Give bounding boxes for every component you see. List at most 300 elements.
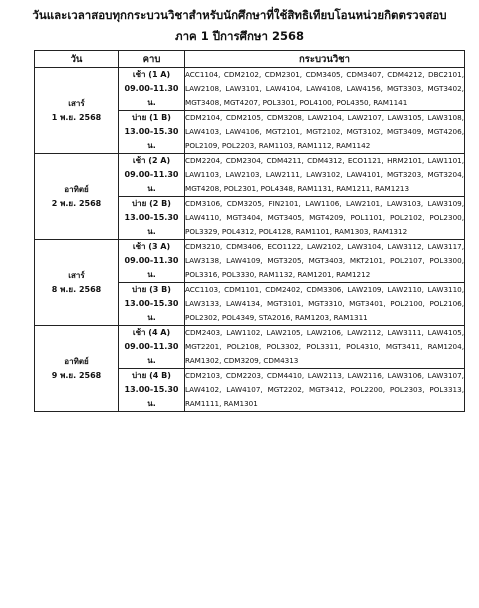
course-separator: , [421, 127, 428, 136]
course-separator: , [341, 113, 348, 122]
course-code: RAM1303 [334, 227, 369, 236]
course-code: POL2109 [185, 141, 218, 150]
course-separator: , [339, 199, 346, 208]
course-code: LAW4134 [225, 299, 261, 308]
course-separator: , [301, 385, 309, 394]
course-separator: , [220, 156, 226, 165]
course-code: CDM3209 [223, 356, 259, 365]
course-separator: , [378, 342, 386, 351]
course-code: LAW3107 [427, 371, 462, 380]
course-separator: , [421, 170, 428, 179]
course-separator: , [260, 371, 267, 380]
course-code: MGT4208 [185, 184, 220, 193]
course-separator: , [331, 141, 337, 150]
course-code: LAW2104 [307, 113, 342, 122]
course-separator: , [421, 113, 428, 122]
table-row [35, 240, 465, 283]
course-code: RAM1301 [223, 399, 258, 408]
course-separator: , [341, 242, 348, 251]
course-code: LAW3106 [387, 371, 422, 380]
period-time: 13.00-15.30 น. [124, 299, 179, 322]
course-code: RAM1204 [427, 342, 462, 351]
course-code: MGT3404 [226, 213, 261, 222]
course-separator: , [461, 256, 464, 265]
header-day: วัน [35, 51, 119, 68]
course-separator: , [219, 213, 227, 222]
course-code: LAW2107 [347, 113, 382, 122]
course-separator: , [220, 199, 227, 208]
course-code: POL2300 [429, 213, 462, 222]
period-time: 09.00-11.30 น. [124, 84, 179, 107]
course-separator: , [217, 227, 222, 236]
period-cell [119, 197, 185, 240]
course-code: RAM1131 [297, 184, 332, 193]
course-code: POL1101 [350, 213, 383, 222]
course-code: CDM1101 [224, 285, 260, 294]
course-separator: , [292, 270, 298, 279]
course-code: MGT3101 [266, 299, 302, 308]
course-code: RAM1302 [185, 356, 220, 365]
course-code: LAW4105 [427, 328, 462, 337]
course-code: LAW2103 [225, 170, 260, 179]
course-separator: , [461, 299, 465, 308]
period-label: เช้า (4 A) [132, 328, 171, 337]
course-separator: , [219, 342, 227, 351]
course-code: CDM2203 [225, 371, 261, 380]
course-code: DBC2101 [428, 70, 462, 79]
course-separator: , [383, 299, 391, 308]
course-code: LAW4106 [225, 127, 260, 136]
course-code: CDM2304 [225, 156, 261, 165]
courses-cell [185, 240, 465, 283]
course-code: MGT3405 [267, 213, 302, 222]
course-code: CDM2103 [185, 371, 221, 380]
course-separator: , [292, 184, 298, 193]
course-separator: , [421, 328, 428, 337]
course-code: RAM1311 [333, 313, 368, 322]
course-code: LAW2101 [346, 199, 381, 208]
course-code: CDM3406 [226, 242, 262, 251]
course-separator: , [420, 342, 428, 351]
course-separator: , [343, 385, 351, 394]
course-separator: , [422, 70, 429, 79]
period-cell [119, 283, 185, 326]
course-separator: , [340, 127, 347, 136]
course-separator: , [258, 70, 265, 79]
course-code: HRM2101 [387, 156, 422, 165]
course-separator: , [220, 328, 227, 337]
course-separator: , [381, 70, 388, 79]
course-separator: , [219, 299, 226, 308]
course-separator: , [381, 371, 388, 380]
table-header-row [35, 51, 465, 68]
course-separator: , [219, 256, 227, 265]
course-code: LAW2112 [347, 328, 382, 337]
course-separator: , [294, 98, 300, 107]
period-label: บ่าย (3 B) [132, 285, 171, 294]
course-separator: , [461, 342, 465, 351]
course-code: POL2100 [390, 299, 423, 308]
course-separator: , [259, 84, 266, 93]
course-separator: , [338, 342, 347, 351]
course-code: FIN2101 [268, 199, 299, 208]
course-list [185, 111, 464, 153]
courses-cell [185, 326, 465, 369]
course-code: RAM1203 [294, 313, 330, 322]
period-label: เช้า (1 A) [132, 70, 171, 79]
course-code: CDM4410 [266, 371, 302, 380]
course-separator: , [217, 141, 222, 150]
course-separator: , [299, 170, 307, 179]
course-code: POL4348 [260, 184, 293, 193]
course-separator: , [461, 371, 464, 380]
course-code: CDM4211 [266, 156, 302, 165]
course-separator: , [301, 256, 309, 265]
course-code: POL4350 [336, 98, 369, 107]
course-code: CDM2301 [264, 70, 300, 79]
course-code: LAW3101 [225, 84, 260, 93]
course-separator: , [461, 199, 465, 208]
course-list [185, 240, 464, 282]
course-list [185, 154, 464, 196]
course-code: LAW1102 [226, 328, 261, 337]
course-separator: , [291, 227, 296, 236]
course-separator: , [219, 399, 224, 408]
course-separator: , [260, 213, 268, 222]
course-separator: , [381, 285, 388, 294]
course-code: LAW4109 [226, 256, 261, 265]
course-code: LAW2108 [185, 84, 220, 93]
courses-cell [185, 154, 465, 197]
course-separator: , [329, 227, 335, 236]
course-code: LAW1103 [185, 170, 220, 179]
course-separator: , [422, 385, 430, 394]
course-separator: , [381, 156, 388, 165]
course-code: CDM2402 [265, 285, 301, 294]
course-separator: , [300, 285, 307, 294]
course-code: LAW2110 [387, 285, 422, 294]
course-code: MGT3102 [346, 127, 381, 136]
course-code: LAW4103 [185, 127, 220, 136]
course-separator: , [331, 98, 337, 107]
course-separator: , [422, 213, 430, 222]
course-separator: , [260, 328, 267, 337]
course-code: MKT2101 [349, 256, 383, 265]
day-cell [35, 154, 119, 240]
course-separator: , [461, 170, 464, 179]
course-separator: , [342, 256, 350, 265]
course-code: MGT2102 [306, 127, 341, 136]
period-label: บ่าย (1 B) [132, 113, 171, 122]
course-separator: , [461, 213, 465, 222]
course-code: CDM2403 [185, 328, 221, 337]
course-separator: , [218, 70, 224, 79]
courses-cell [185, 283, 465, 326]
header-courses: กระบวนวิชา [185, 51, 465, 68]
courses-cell [185, 111, 465, 154]
course-separator: , [461, 70, 464, 79]
course-separator: , [298, 342, 307, 351]
course-separator: , [421, 156, 428, 165]
period-label: บ่าย (4 B) [132, 371, 171, 380]
course-separator: , [299, 84, 307, 93]
course-separator: , [218, 285, 225, 294]
courses-cell [185, 369, 465, 412]
course-code: LAW4107 [226, 385, 261, 394]
course-separator: , [259, 127, 266, 136]
course-code: MGT3411 [385, 342, 421, 351]
course-code: POL3302 [266, 342, 299, 351]
course-code: LAW3112 [387, 242, 422, 251]
course-code: LAW4104 [265, 84, 300, 93]
course-separator: , [301, 113, 308, 122]
table-row [35, 326, 465, 369]
course-code: LAW3105 [387, 113, 422, 122]
course-code: RAM1201 [297, 270, 332, 279]
course-code: CDM4212 [387, 70, 423, 79]
course-separator: , [421, 242, 428, 251]
course-separator: , [380, 170, 387, 179]
course-code: ACC1104 [185, 70, 219, 79]
courses-cell [185, 197, 465, 240]
course-code: LAW3111 [387, 328, 422, 337]
course-code: LAW2111 [265, 170, 300, 179]
course-separator: , [422, 299, 430, 308]
course-separator: , [257, 98, 263, 107]
course-code: LAW4102 [185, 385, 220, 394]
course-code: CDM3407 [346, 70, 382, 79]
course-code: RAM1211 [336, 184, 371, 193]
course-code: MGT2201 [185, 342, 220, 351]
course-list [185, 283, 464, 325]
period-label: เช้า (2 A) [132, 156, 171, 165]
course-separator: , [461, 156, 465, 165]
course-separator: , [299, 127, 307, 136]
course-separator: , [331, 270, 337, 279]
course-separator: , [343, 213, 351, 222]
course-separator: , [219, 184, 224, 193]
course-separator: , [254, 270, 259, 279]
course-separator: , [368, 227, 374, 236]
course-code: LAW2102 [306, 242, 342, 251]
course-separator: , [380, 199, 387, 208]
course-separator: , [342, 156, 348, 165]
period-cell [119, 154, 185, 197]
course-separator: , [368, 98, 374, 107]
course-code: RAM1112 [297, 141, 332, 150]
course-code: MGT3204 [427, 170, 462, 179]
document-title: วันและเวลาสอบทุกกระบวนวิชาสำหรับนักศึกษาที่ใช้สิทธิเทียบโอนหน่วยกิตตรวจสอบ [32, 8, 447, 22]
day-name: อาทิตย์ [64, 184, 89, 194]
course-code: MGT4207 [223, 98, 258, 107]
course-separator: , [217, 313, 222, 322]
course-separator: , [329, 313, 334, 322]
course-code: CDM3106 [185, 199, 221, 208]
course-separator: , [261, 242, 268, 251]
course-separator: , [260, 113, 267, 122]
course-separator: , [461, 113, 464, 122]
course-code: POL2303 [389, 385, 423, 394]
course-separator: , [421, 371, 428, 380]
course-code: ACC1103 [185, 285, 219, 294]
course-code: RAM1141 [373, 98, 408, 107]
course-separator: , [261, 199, 269, 208]
course-separator: , [370, 184, 375, 193]
course-separator: , [461, 127, 464, 136]
course-code: MGT3203 [386, 170, 422, 179]
course-separator: , [259, 285, 266, 294]
course-code: MGT3310 [308, 299, 343, 308]
course-code: MGT3412 [309, 385, 344, 394]
course-separator: , [420, 199, 428, 208]
course-separator: , [380, 127, 388, 136]
course-code: POL4310 [346, 342, 379, 351]
period-cell [119, 111, 185, 154]
course-separator: , [256, 184, 261, 193]
course-separator: , [421, 84, 428, 93]
course-code: LAW2113 [307, 371, 342, 380]
course-separator: , [340, 170, 347, 179]
course-code: RAM1103 [258, 141, 293, 150]
period-cell [119, 326, 185, 369]
course-separator: , [260, 385, 268, 394]
course-separator: , [422, 256, 430, 265]
course-code: STA2016 [258, 313, 291, 322]
period-cell [119, 68, 185, 111]
course-separator: , [260, 256, 268, 265]
period-cell [119, 369, 185, 412]
course-code: ECO1121 [347, 156, 382, 165]
course-code: LAW2106 [306, 328, 341, 337]
course-separator: , [421, 285, 428, 294]
course-code: POL3316 [185, 270, 218, 279]
course-separator: , [461, 285, 465, 294]
course-code: LAW2109 [347, 285, 382, 294]
course-code: CDM3205 [226, 199, 262, 208]
course-separator: , [342, 299, 350, 308]
course-separator: , [217, 270, 222, 279]
period-label: บ่าย (2 B) [132, 199, 171, 208]
course-code: POL3313 [429, 385, 462, 394]
exam-schedule-table [34, 50, 465, 412]
period-time: 09.00-11.30 น. [124, 170, 179, 193]
period-cell [119, 240, 185, 283]
course-code: CDM3208 [266, 113, 302, 122]
course-separator: , [340, 70, 347, 79]
day-cell [35, 68, 119, 154]
day-name: เสาร์ [68, 270, 85, 280]
course-separator: , [219, 356, 224, 365]
course-separator: , [301, 156, 308, 165]
course-code: LAW3103 [386, 199, 421, 208]
course-separator: , [301, 299, 309, 308]
course-separator: , [461, 242, 465, 251]
course-list [185, 369, 464, 411]
course-code: LAW3108 [427, 113, 462, 122]
course-code: POL2200 [350, 385, 383, 394]
course-separator: , [341, 285, 348, 294]
day-date: 2 พ.ย. 2568 [51, 198, 102, 208]
course-separator: , [220, 242, 227, 251]
course-separator: , [258, 356, 264, 365]
course-separator: , [461, 328, 465, 337]
course-separator: , [300, 242, 307, 251]
course-code: LAW3138 [185, 256, 220, 265]
course-separator: , [461, 385, 464, 394]
course-separator: , [292, 141, 298, 150]
day-cell [35, 326, 119, 412]
course-separator: , [340, 328, 348, 337]
course-code: POL2203 [221, 141, 255, 150]
course-code: CDM3405 [305, 70, 341, 79]
course-code: CDM2102 [223, 70, 259, 79]
course-code: CDM3306 [306, 285, 342, 294]
day-date: 9 พ.ย. 2568 [51, 370, 102, 380]
day-date: 8 พ.ย. 2568 [51, 284, 102, 294]
course-separator: , [380, 84, 387, 93]
course-code: RAM1142 [336, 141, 371, 150]
course-code: CDM3210 [185, 242, 221, 251]
day-name: อาทิตย์ [64, 356, 89, 366]
course-code: LAW2116 [347, 371, 382, 380]
course-code: LAW4156 [346, 84, 381, 93]
schedule-body [35, 68, 465, 412]
course-separator: , [300, 328, 307, 337]
course-separator: , [381, 328, 388, 337]
course-separator: , [301, 213, 310, 222]
period-time: 13.00-15.30 น. [124, 127, 179, 150]
course-separator: , [219, 170, 226, 179]
course-separator: , [220, 371, 226, 380]
course-code: MGT4206 [427, 127, 462, 136]
course-code: CDM2204 [185, 156, 221, 165]
course-separator: , [219, 84, 226, 93]
course-code: RAM1212 [336, 270, 371, 279]
course-code: CDM4313 [263, 356, 299, 365]
course-separator: , [254, 227, 259, 236]
course-separator: , [254, 141, 259, 150]
day-date: 1 พ.ย. 2568 [51, 112, 102, 122]
course-code: LAW3109 [427, 199, 462, 208]
course-separator: , [259, 170, 266, 179]
course-code: LAW3133 [185, 299, 220, 308]
course-code: CDM4312 [307, 156, 343, 165]
course-code: POL2107 [390, 256, 423, 265]
course-code: MGT2101 [265, 127, 300, 136]
course-list [185, 197, 464, 239]
courses-cell [185, 68, 465, 111]
course-code: LAW3102 [306, 170, 341, 179]
day-name: เสาร์ [68, 98, 85, 108]
course-separator: , [382, 385, 390, 394]
course-separator: , [220, 113, 226, 122]
table-row [35, 154, 465, 197]
course-code: LAW3117 [427, 242, 462, 251]
period-time: 09.00-11.30 น. [124, 342, 179, 365]
course-code: MGT3408 [185, 98, 220, 107]
course-code: POL2102 [389, 213, 423, 222]
course-list [185, 68, 464, 110]
course-code: POL4312 [221, 227, 255, 236]
course-code: POL3329 [185, 227, 218, 236]
course-code: POL3311 [306, 342, 339, 351]
course-code: POL4349 [221, 313, 255, 322]
course-separator: , [260, 299, 267, 308]
course-separator: , [260, 156, 267, 165]
course-code: MGT3303 [386, 84, 422, 93]
course-separator: , [254, 313, 259, 322]
course-code: MGT3403 [308, 256, 343, 265]
